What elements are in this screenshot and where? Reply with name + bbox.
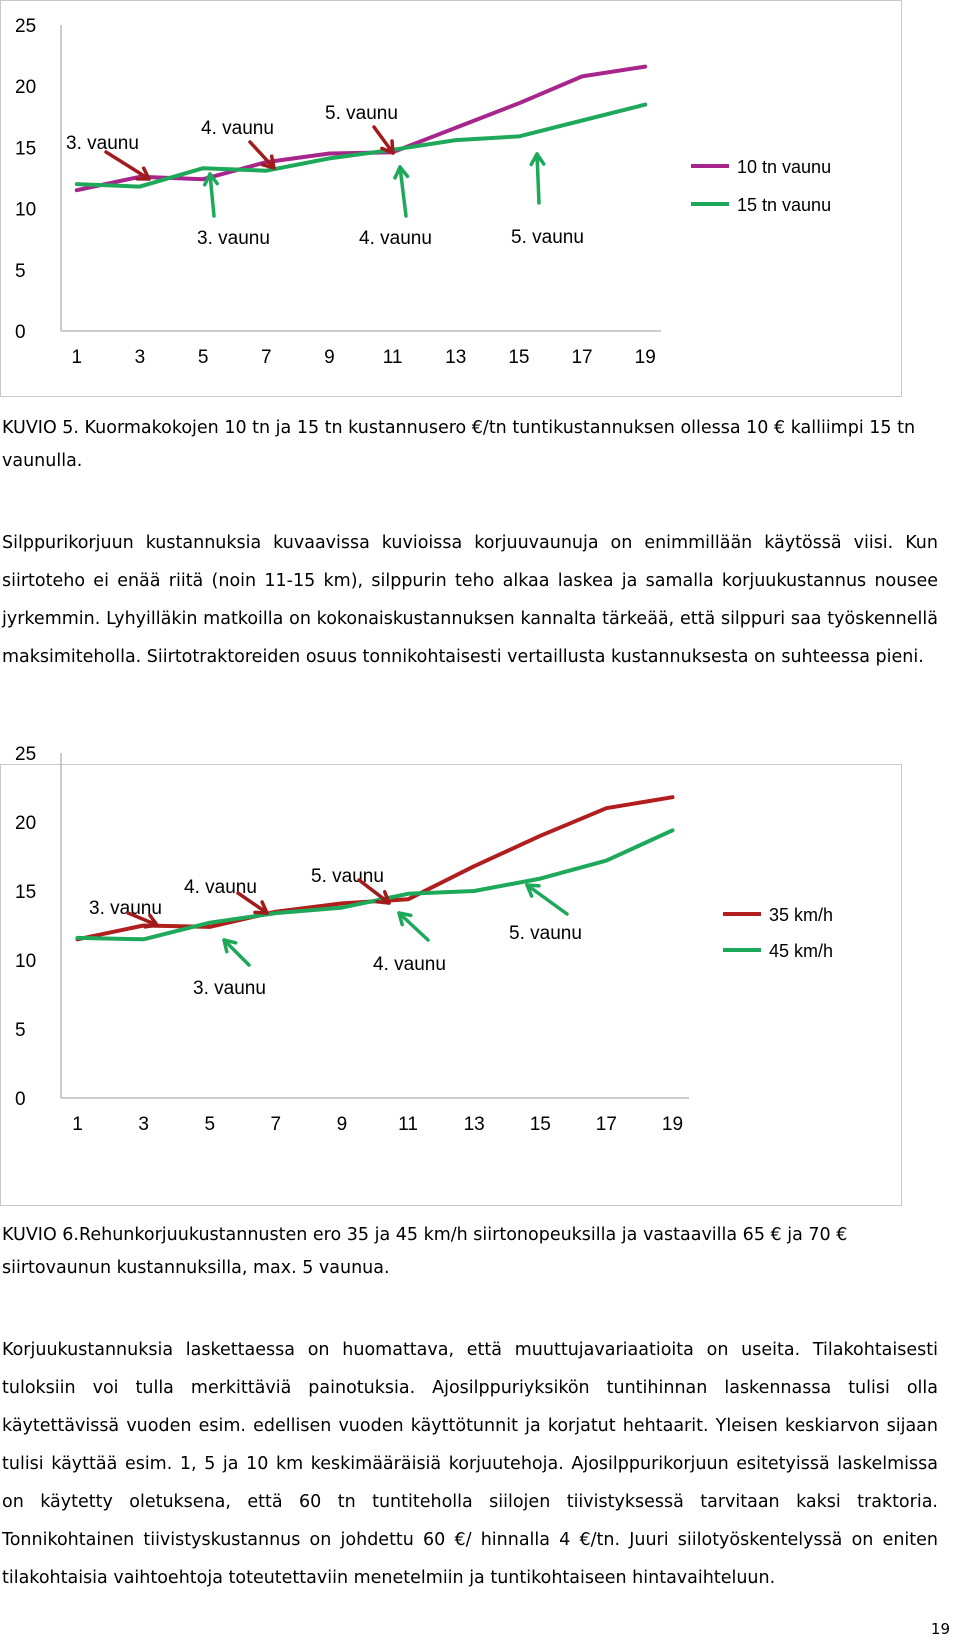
series-line-1 xyxy=(77,67,645,191)
annotation-label: 4. vaunu xyxy=(184,877,257,898)
legend-label-1: 35 km/h xyxy=(769,905,834,925)
x-tick-label: 13 xyxy=(445,347,467,368)
x-tick-label: 1 xyxy=(71,347,83,368)
x-tick-label: 7 xyxy=(260,347,272,368)
annotation-label: 3. vaunu xyxy=(193,978,266,999)
annotation-label: 3. vaunu xyxy=(66,133,139,154)
caption-kuvio-6: KUVIO 6.Rehunkorjuukustannusten ero 35 ja 45 km/h siirtonopeuksilla ja vastaavilla 65 € ja 70 € siirtovaunun kustannuksilla, max. 5 vaunua. xyxy=(2,1225,848,1278)
x-tick-label: 17 xyxy=(571,347,593,368)
x-tick-label: 3 xyxy=(138,1114,149,1135)
y-tick-label: 10 xyxy=(15,951,37,972)
y-tick-label: 20 xyxy=(15,77,37,99)
x-tick-label: 9 xyxy=(336,1114,348,1135)
y-tick-label: 5 xyxy=(15,260,26,282)
x-tick-label: 11 xyxy=(398,1114,418,1135)
x-tick-label: 5 xyxy=(197,347,209,368)
x-tick-label: 19 xyxy=(634,347,656,368)
y-tick-label: 20 xyxy=(15,813,37,834)
chart-kuvio-5 xyxy=(0,0,902,397)
page-number: 19 xyxy=(930,1620,950,1638)
y-tick-label: 0 xyxy=(15,1089,26,1110)
annotation-label: 5. vaunu xyxy=(311,866,384,887)
y-tick-label: 5 xyxy=(15,1020,26,1041)
x-tick-label: 1 xyxy=(72,1114,83,1135)
annotation-label: 3. vaunu xyxy=(89,898,162,919)
annotation-label: 4. vaunu xyxy=(373,954,446,975)
annotation-arrow-shaft xyxy=(399,913,428,940)
y-tick-label: 25 xyxy=(15,744,37,765)
annotation-label: 4. vaunu xyxy=(201,118,274,139)
x-tick-label: 15 xyxy=(529,1114,551,1135)
chart-kuvio-5-svg xyxy=(1,1,901,396)
legend-label-1: 10 tn vaunu xyxy=(737,157,832,177)
annotation-label: 5. vaunu xyxy=(325,103,398,124)
y-tick-label: 15 xyxy=(15,882,37,903)
x-tick-label: 11 xyxy=(382,347,403,368)
x-tick-label: 7 xyxy=(270,1114,282,1135)
y-tick-label: 15 xyxy=(15,138,37,160)
x-tick-label: 15 xyxy=(508,347,530,368)
annotation-label: 5. vaunu xyxy=(511,227,584,248)
y-tick-label: 10 xyxy=(15,199,37,221)
x-tick-label: 5 xyxy=(204,1114,216,1135)
chart-kuvio-6 xyxy=(0,744,902,1206)
annotation-label: 3. vaunu xyxy=(197,228,270,249)
y-tick-label: 25 xyxy=(15,16,37,37)
x-tick-label: 9 xyxy=(324,347,335,368)
chart-kuvio-6-svg xyxy=(1,744,901,1205)
paragraph-2: Korjuukustannuksia laskettaessa on huomattava, että muuttujavariaatioita on useita. Tilakohtaisesti tuloksiin voi tulla merkittäviä painotuksia. Ajosilppuriyksikön tuntihinnan laskennassa tulisi olla käytettävissä vuoden esim. edellisen vuoden käyttötunnit ja korjatut hehtaarit. Yleisen keskiarvon sijaan tulisi käyttää esim. 1, 5 ja 10 km keskimääräisiä korjuutehoja. Ajosilppurikorjuun esitetyissä laskelmissa on käytetty oletuksena, että 60 tn tuntiteholla siilojen tiivistyksessä tarvitaan kaksi traktoria. Tonnikohtainen tiivistyskustannus on johdettu 60 €/ hinnalla 4 €/tn. Juuri siilotyöskentelyssä on eniten tilakohtaisia vaihtoehtoja toteutettaviin menetelmiin ja tuntikohtaiseen hintavaihteluun. xyxy=(2,1340,938,1588)
x-tick-label: 19 xyxy=(661,1114,684,1135)
annotation-label: 4. vaunu xyxy=(359,228,432,249)
x-tick-label: 3 xyxy=(134,347,146,368)
paragraph-1: Silppurikorjuun kustannuksia kuvaavissa kuvioissa korjuuvaunuja on enimmillään käytössä viisi. Kun siirtoteho ei enää riitä (noin 11-15 km), silppurin teho alkaa laskea ja samalla korjuukustannus nousee jyrkemmin. Lyhyilläkin matkoilla on kokonaiskustannuksen kannalta tärkeää, että silppuri saa työskennellä maksimiteholla. Siirtotraktoreiden osuus tonnikohtaisesti vertaillusta kustannuksesta on suhteessa pieni. xyxy=(2,533,938,667)
x-tick-label: 17 xyxy=(595,1114,617,1135)
legend-label-2: 15 tn vaunu xyxy=(737,195,832,215)
x-tick-label: 13 xyxy=(463,1114,485,1135)
annotation-arrow-shaft xyxy=(537,154,539,203)
annotation-arrow-shaft xyxy=(106,152,149,179)
caption-kuvio-5: KUVIO 5. Kuormakokojen 10 tn ja 15 tn kustannusero €/tn tuntikustannuksen ollessa 10 € kalliimpi 15 tn vaunulla. xyxy=(2,418,916,471)
annotation-label: 5. vaunu xyxy=(509,923,582,944)
annotation-arrow-shaft xyxy=(527,885,567,914)
legend-label-2: 45 km/h xyxy=(769,941,834,961)
y-tick-label: 0 xyxy=(15,322,26,343)
